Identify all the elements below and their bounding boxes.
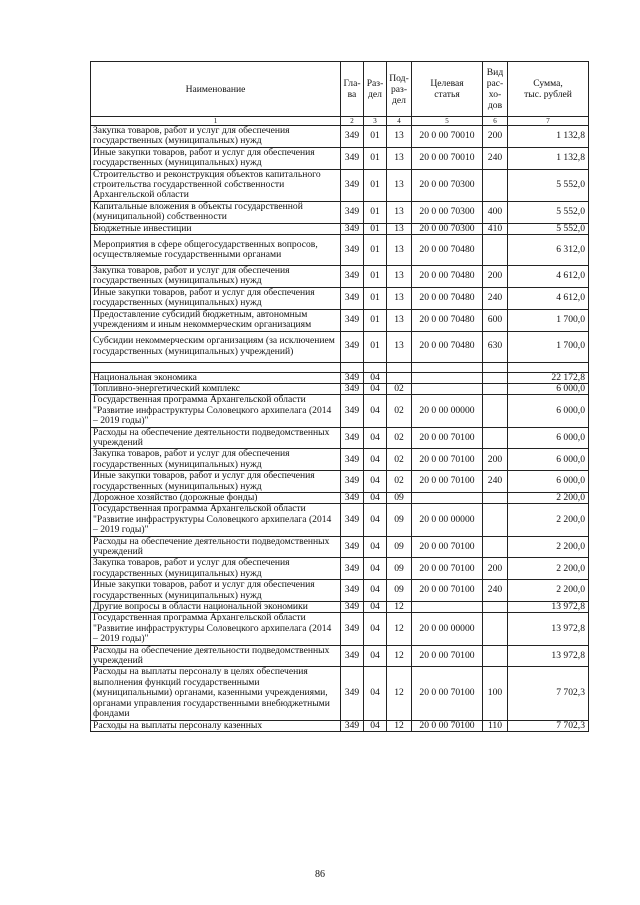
row-section: 04 bbox=[364, 536, 387, 558]
row-expense-type: 240 bbox=[483, 147, 508, 169]
row-chapter: 349 bbox=[341, 427, 364, 449]
row-sum: 6 000,0 bbox=[508, 471, 589, 493]
row-section: 04 bbox=[364, 449, 387, 471]
row-subsection: 13 bbox=[387, 201, 412, 223]
row-sum: 7 702,3 bbox=[508, 667, 589, 720]
row-chapter: 349 bbox=[341, 720, 364, 731]
row-section: 01 bbox=[364, 287, 387, 309]
row-chapter: 349 bbox=[341, 169, 364, 201]
row-subsection: 13 bbox=[387, 126, 412, 148]
row-expense-type bbox=[483, 645, 508, 667]
row-subsection: 13 bbox=[387, 266, 412, 288]
row-name: Мероприятия в сфере общегосударственных вопросов, осуществляемые государственными органами bbox=[91, 235, 341, 266]
row-section: 04 bbox=[364, 580, 387, 602]
row-subsection bbox=[387, 372, 412, 383]
row-chapter: 349 bbox=[341, 471, 364, 493]
budget-table bbox=[90, 61, 589, 732]
row-expense-type: 240 bbox=[483, 580, 508, 602]
row-subsection: 09 bbox=[387, 492, 412, 503]
column-number: 1 bbox=[91, 117, 341, 126]
table-row bbox=[91, 266, 589, 288]
row-section: 04 bbox=[364, 372, 387, 383]
row-name bbox=[91, 362, 341, 372]
row-target-item: 20 0 00 70300 bbox=[412, 223, 483, 234]
row-chapter: 349 bbox=[341, 126, 364, 148]
row-subsection: 12 bbox=[387, 613, 412, 645]
row-section: 04 bbox=[364, 383, 387, 394]
page-number: 86 bbox=[315, 869, 325, 880]
table-row bbox=[91, 558, 589, 580]
header-expense-type: Вид рас- хо- дов bbox=[483, 62, 508, 117]
row-name: Государственная программа Архангельской области "Развитие инфраструктуры Соловецкого архипелага (2014 – 2019 годы)" bbox=[91, 504, 341, 536]
header-chapter: Гла- ва bbox=[341, 62, 364, 117]
row-chapter: 349 bbox=[341, 309, 364, 331]
row-sum: 2 200,0 bbox=[508, 504, 589, 536]
row-sum: 1 132,8 bbox=[508, 126, 589, 148]
row-target-item: 20 0 00 00000 bbox=[412, 395, 483, 427]
table-row bbox=[91, 613, 589, 645]
row-name: Топливно-энергетический комплекс bbox=[91, 383, 341, 394]
header-subsection: Под- раз- дел bbox=[387, 62, 412, 117]
row-subsection: 09 bbox=[387, 558, 412, 580]
row-sum: 2 200,0 bbox=[508, 536, 589, 558]
table-row bbox=[91, 492, 589, 503]
row-sum bbox=[508, 362, 589, 372]
row-subsection: 02 bbox=[387, 471, 412, 493]
row-expense-type bbox=[483, 536, 508, 558]
row-sum: 22 172,8 bbox=[508, 372, 589, 383]
row-chapter: 349 bbox=[341, 613, 364, 645]
row-chapter: 349 bbox=[341, 287, 364, 309]
row-expense-type bbox=[483, 169, 508, 201]
row-section: 01 bbox=[364, 266, 387, 288]
row-chapter: 349 bbox=[341, 223, 364, 234]
table-row bbox=[91, 504, 589, 536]
row-subsection: 12 bbox=[387, 602, 412, 613]
row-target-item: 20 0 00 70010 bbox=[412, 147, 483, 169]
row-section: 04 bbox=[364, 613, 387, 645]
row-section: 04 bbox=[364, 720, 387, 731]
row-section: 01 bbox=[364, 223, 387, 234]
row-sum: 5 552,0 bbox=[508, 223, 589, 234]
row-name: Закупка товаров, работ и услуг для обеспечения государственных (муниципальных) нужд bbox=[91, 558, 341, 580]
row-name: Предоставление субсидий бюджетным, автономным учреждениям и иным некоммерческим организациям bbox=[91, 309, 341, 331]
row-subsection: 13 bbox=[387, 309, 412, 331]
table-row bbox=[91, 147, 589, 169]
row-expense-type: 200 bbox=[483, 558, 508, 580]
row-chapter: 349 bbox=[341, 492, 364, 503]
row-sum: 13 972,8 bbox=[508, 602, 589, 613]
row-chapter: 349 bbox=[341, 266, 364, 288]
row-expense-type: 110 bbox=[483, 720, 508, 731]
row-expense-type bbox=[483, 235, 508, 266]
row-chapter: 349 bbox=[341, 383, 364, 394]
row-section: 04 bbox=[364, 395, 387, 427]
row-expense-type bbox=[483, 602, 508, 613]
row-chapter: 349 bbox=[341, 645, 364, 667]
row-target-item: 20 0 00 70480 bbox=[412, 235, 483, 266]
row-subsection: 13 bbox=[387, 169, 412, 201]
row-name: Иные закупки товаров, работ и услуг для обеспечения государственных (муниципальных) нужд bbox=[91, 147, 341, 169]
row-name: Капитальные вложения в объекты государственной (муниципальной) собственности bbox=[91, 201, 341, 223]
row-expense-type: 600 bbox=[483, 309, 508, 331]
row-sum: 4 612,0 bbox=[508, 287, 589, 309]
row-chapter: 349 bbox=[341, 558, 364, 580]
row-name: Иные закупки товаров, работ и услуг для обеспечения государственных (муниципальных) нужд bbox=[91, 287, 341, 309]
row-subsection: 09 bbox=[387, 504, 412, 536]
row-sum: 6 000,0 bbox=[508, 395, 589, 427]
row-sum: 13 972,8 bbox=[508, 613, 589, 645]
row-expense-type bbox=[483, 383, 508, 394]
row-expense-type bbox=[483, 362, 508, 372]
row-chapter: 349 bbox=[341, 449, 364, 471]
row-target-item: 20 0 00 70100 bbox=[412, 427, 483, 449]
row-expense-type: 200 bbox=[483, 449, 508, 471]
row-name: Бюджетные инвестиции bbox=[91, 223, 341, 234]
row-expense-type bbox=[483, 504, 508, 536]
row-subsection: 02 bbox=[387, 383, 412, 394]
row-sum: 6 000,0 bbox=[508, 383, 589, 394]
table-row bbox=[91, 126, 589, 148]
row-sum: 6 000,0 bbox=[508, 449, 589, 471]
row-expense-type: 240 bbox=[483, 287, 508, 309]
row-name: Закупка товаров, работ и услуг для обеспечения государственных (муниципальных) нужд bbox=[91, 266, 341, 288]
row-sum: 1 132,8 bbox=[508, 147, 589, 169]
row-expense-type: 630 bbox=[483, 331, 508, 362]
row-name: Закупка товаров, работ и услуг для обеспечения государственных (муниципальных) нужд bbox=[91, 126, 341, 148]
row-name: Государственная программа Архангельской области "Развитие инфраструктуры Соловецкого архипелага (2014 – 2019 годы)" bbox=[91, 395, 341, 427]
row-target-item bbox=[412, 372, 483, 383]
row-expense-type: 200 bbox=[483, 126, 508, 148]
row-target-item: 20 0 00 70300 bbox=[412, 169, 483, 201]
row-section: 04 bbox=[364, 492, 387, 503]
row-subsection: 09 bbox=[387, 536, 412, 558]
row-expense-type bbox=[483, 395, 508, 427]
row-sum: 13 972,8 bbox=[508, 645, 589, 667]
column-number: 5 bbox=[412, 117, 483, 126]
header-name: Наименование bbox=[91, 62, 341, 117]
row-name: Закупка товаров, работ и услуг для обеспечения государственных (муниципальных) нужд bbox=[91, 449, 341, 471]
row-sum: 1 700,0 bbox=[508, 309, 589, 331]
table-row bbox=[91, 201, 589, 223]
row-target-item: 20 0 00 70100 bbox=[412, 471, 483, 493]
row-expense-type bbox=[483, 427, 508, 449]
column-number: 6 bbox=[483, 117, 508, 126]
table-row bbox=[91, 427, 589, 449]
row-chapter: 349 bbox=[341, 331, 364, 362]
row-section: 01 bbox=[364, 309, 387, 331]
row-section: 04 bbox=[364, 645, 387, 667]
row-sum: 2 200,0 bbox=[508, 558, 589, 580]
row-target-item bbox=[412, 383, 483, 394]
row-subsection: 12 bbox=[387, 720, 412, 731]
table-row bbox=[91, 645, 589, 667]
row-target-item: 20 0 00 70480 bbox=[412, 331, 483, 362]
table-row bbox=[91, 449, 589, 471]
row-name: Расходы на выплаты персоналу в целях обеспечения выполнения функций государственными (муниципальными) органами, казенными учреждениями, органами управления государственными внебюджетными фондами bbox=[91, 667, 341, 720]
row-target-item: 20 0 00 00000 bbox=[412, 613, 483, 645]
row-name: Другие вопросы в области национальной экономики bbox=[91, 602, 341, 613]
header-target-item: Целевая статья bbox=[412, 62, 483, 117]
row-subsection: 12 bbox=[387, 667, 412, 720]
row-chapter: 349 bbox=[341, 201, 364, 223]
row-target-item: 20 0 00 70300 bbox=[412, 201, 483, 223]
row-chapter: 349 bbox=[341, 504, 364, 536]
row-sum: 2 200,0 bbox=[508, 492, 589, 503]
row-target-item: 20 0 00 70100 bbox=[412, 536, 483, 558]
row-name: Государственная программа Архангельской области "Развитие инфраструктуры Соловецкого архипелага (2014 – 2019 годы)" bbox=[91, 613, 341, 645]
row-section: 04 bbox=[364, 667, 387, 720]
table-row bbox=[91, 720, 589, 731]
row-sum: 5 552,0 bbox=[508, 169, 589, 201]
column-number: 4 bbox=[387, 117, 412, 126]
row-section: 01 bbox=[364, 331, 387, 362]
row-subsection: 13 bbox=[387, 287, 412, 309]
row-target-item: 20 0 00 70480 bbox=[412, 309, 483, 331]
row-target-item: 20 0 00 70100 bbox=[412, 449, 483, 471]
table-row bbox=[91, 362, 589, 372]
row-target-item bbox=[412, 602, 483, 613]
column-number: 3 bbox=[364, 117, 387, 126]
row-target-item: 20 0 00 70480 bbox=[412, 266, 483, 288]
row-expense-type: 410 bbox=[483, 223, 508, 234]
row-target-item bbox=[412, 362, 483, 372]
row-name: Иные закупки товаров, работ и услуг для обеспечения государственных (муниципальных) нужд bbox=[91, 471, 341, 493]
header-section: Раз- дел bbox=[364, 62, 387, 117]
row-section: 04 bbox=[364, 471, 387, 493]
row-name: Расходы на выплаты персоналу казенных bbox=[91, 720, 341, 731]
table-row bbox=[91, 383, 589, 394]
row-section: 01 bbox=[364, 201, 387, 223]
row-chapter: 349 bbox=[341, 235, 364, 266]
row-name: Расходы на обеспечение деятельности подведомственных учреждений bbox=[91, 645, 341, 667]
row-sum: 5 552,0 bbox=[508, 201, 589, 223]
row-sum: 2 200,0 bbox=[508, 580, 589, 602]
row-section: 01 bbox=[364, 235, 387, 266]
row-target-item: 20 0 00 70100 bbox=[412, 558, 483, 580]
row-expense-type: 240 bbox=[483, 471, 508, 493]
row-expense-type bbox=[483, 372, 508, 383]
row-sum: 4 612,0 bbox=[508, 266, 589, 288]
row-subsection: 02 bbox=[387, 395, 412, 427]
row-target-item: 20 0 00 70480 bbox=[412, 287, 483, 309]
row-subsection: 02 bbox=[387, 427, 412, 449]
row-chapter: 349 bbox=[341, 667, 364, 720]
table-row bbox=[91, 169, 589, 201]
row-sum: 1 700,0 bbox=[508, 331, 589, 362]
row-sum: 6 312,0 bbox=[508, 235, 589, 266]
row-expense-type: 400 bbox=[483, 201, 508, 223]
column-number: 7 bbox=[508, 117, 589, 126]
row-section: 01 bbox=[364, 169, 387, 201]
row-name: Субсидии некоммерческим организациям (за исключением государственных (муниципальных) учреждений) bbox=[91, 331, 341, 362]
row-subsection bbox=[387, 362, 412, 372]
row-subsection: 13 bbox=[387, 223, 412, 234]
row-name: Расходы на обеспечение деятельности подведомственных учреждений bbox=[91, 427, 341, 449]
table-row bbox=[91, 471, 589, 493]
row-name: Национальная экономика bbox=[91, 372, 341, 383]
row-target-item bbox=[412, 492, 483, 503]
row-chapter: 349 bbox=[341, 147, 364, 169]
row-expense-type bbox=[483, 613, 508, 645]
row-target-item: 20 0 00 70100 bbox=[412, 667, 483, 720]
table-row bbox=[91, 580, 589, 602]
row-name: Дорожное хозяйство (дорожные фонды) bbox=[91, 492, 341, 503]
row-expense-type: 200 bbox=[483, 266, 508, 288]
row-section: 04 bbox=[364, 427, 387, 449]
row-name: Строительство и реконструкция объектов капитального строительства государственной собственности Архангельской области bbox=[91, 169, 341, 201]
table-row bbox=[91, 331, 589, 362]
row-subsection: 13 bbox=[387, 331, 412, 362]
row-sum: 7 702,3 bbox=[508, 720, 589, 731]
row-section: 01 bbox=[364, 147, 387, 169]
row-chapter: 349 bbox=[341, 372, 364, 383]
row-chapter: 349 bbox=[341, 536, 364, 558]
row-expense-type: 100 bbox=[483, 667, 508, 720]
row-target-item: 20 0 00 70100 bbox=[412, 720, 483, 731]
row-subsection: 12 bbox=[387, 645, 412, 667]
row-section bbox=[364, 362, 387, 372]
header-row bbox=[91, 62, 589, 117]
row-target-item: 20 0 00 00000 bbox=[412, 504, 483, 536]
row-section: 04 bbox=[364, 504, 387, 536]
row-target-item: 20 0 00 70100 bbox=[412, 580, 483, 602]
row-chapter: 349 bbox=[341, 580, 364, 602]
table-row bbox=[91, 372, 589, 383]
row-chapter: 349 bbox=[341, 602, 364, 613]
table-row bbox=[91, 395, 589, 427]
header-sum: Сумма, тыс. рублей bbox=[508, 62, 589, 117]
row-section: 04 bbox=[364, 602, 387, 613]
row-name: Расходы на обеспечение деятельности подведомственных учреждений bbox=[91, 536, 341, 558]
table-row bbox=[91, 309, 589, 331]
table-row bbox=[91, 667, 589, 720]
row-section: 04 bbox=[364, 558, 387, 580]
table-row bbox=[91, 235, 589, 266]
row-expense-type bbox=[483, 492, 508, 503]
row-subsection: 13 bbox=[387, 147, 412, 169]
table-row bbox=[91, 223, 589, 234]
row-subsection: 13 bbox=[387, 235, 412, 266]
column-number: 2 bbox=[341, 117, 364, 126]
row-sum: 6 000,0 bbox=[508, 427, 589, 449]
row-chapter bbox=[341, 362, 364, 372]
row-name: Иные закупки товаров, работ и услуг для обеспечения государственных (муниципальных) нужд bbox=[91, 580, 341, 602]
table-row bbox=[91, 287, 589, 309]
row-subsection: 09 bbox=[387, 580, 412, 602]
row-target-item: 20 0 00 70100 bbox=[412, 645, 483, 667]
row-target-item: 20 0 00 70010 bbox=[412, 126, 483, 148]
row-chapter: 349 bbox=[341, 395, 364, 427]
row-section: 01 bbox=[364, 126, 387, 148]
table-row bbox=[91, 536, 589, 558]
row-subsection: 02 bbox=[387, 449, 412, 471]
budget-page bbox=[90, 61, 588, 732]
table-row bbox=[91, 602, 589, 613]
